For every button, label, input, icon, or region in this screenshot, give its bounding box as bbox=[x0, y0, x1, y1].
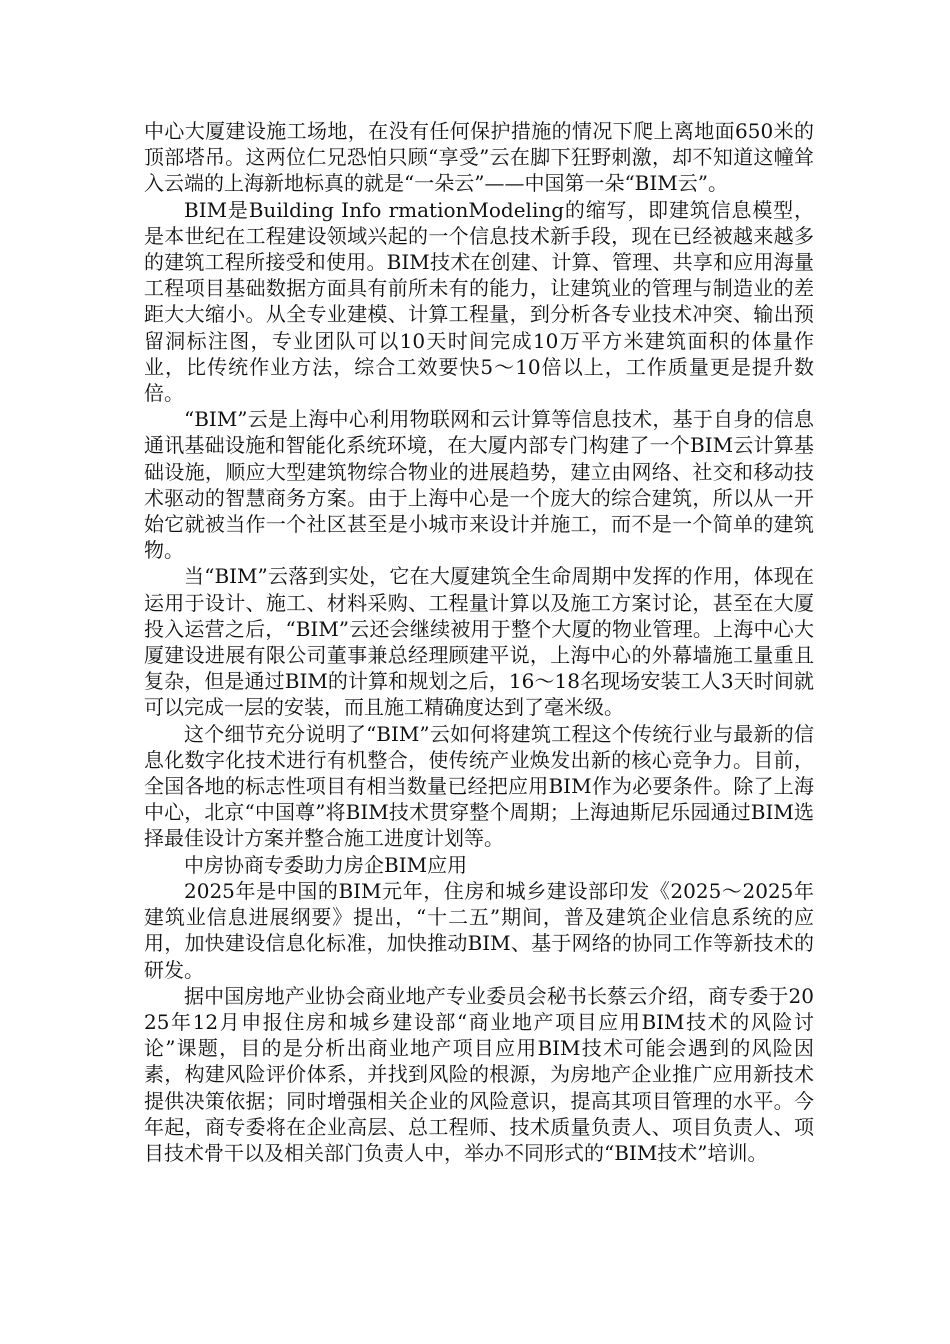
document-body bbox=[144, 118, 814, 1166]
paragraph-bim-year: 2025年是中国的BIM元年，住房和城乡建设部印发《2025～2025年建筑业信息进展纲要》提出，“十二五”期间，普及建筑企业信息系统的应用，加快建设信息化标准，加快推动BIM、基于网络的协同工作等新技术的研发。 bbox=[144, 878, 814, 982]
section-heading: 中房协商专委助力房企BIM应用 bbox=[184, 852, 468, 877]
paragraph-bim-cloud: “BIM”云是上海中心利用物联网和云计算等信息技术，基于自身的信息通讯基础设施和智能化系统环境，在大厦内部专门构建了一个BIM云计算基础设施，顺应大型建筑物综合物业的进展趋势，建立由网络、社交和移动技术驱动的智慧商务方案。由于上海中心是一个庞大的综合建筑，所以从一开始它就被当作一个社区甚至是小城市来设计并施工，而不是一个简单的建筑物。 bbox=[144, 407, 814, 563]
paragraph-bim-lifecycle: 当“BIM”云落到实处，它在大厦建筑全生命周期中发挥的作用，体现在运用于设计、施工、材料采购、工程量计算以及施工方案讨论，甚至在大厦投入运营之后，“BIM”云还会继续被用于整个大厦的物业管理。上海中心大厦建设进展有限公司董事兼总经理顾建平说，上海中心的外幕墙施工量重且复杂，但是通过BIM的计算和规划之后，16～18名现场安装工人3天时间就可以完成一层的安装，而且施工精确度达到了毫米级。 bbox=[144, 564, 814, 720]
paragraph-bim-definition: BIM是Building Info rmationModeling的缩写，即建筑信息模型，是本世纪在工程建设领域兴起的一个信息技术新手段，现在已经被越来越多的建筑工程所接受和使用。BIM技术在创建、计算、管理、共享和应用海量工程项目基础数据方面具有前所未有的能力，让建筑业的管理与制造业的差距大大缩小。从全专业建模、计算工程量，到分析各专业技术冲突、输出预留洞标注图，专业团队可以10天时间完成10万平方米建筑面积的体量作业，比传统作业方法，综合工效要快5～10倍以上，工作质量更是提升数倍。 bbox=[144, 197, 814, 406]
paragraph-industry-integration: 这个细节充分说明了“BIM”云如何将建筑工程这个传统行业与最新的信息化数字化技术进行有机整合，使传统产业焕发出新的核心竞争力。目前，全国各地的标志性项目有相当数量已经把应用BIM作为必要条件。除了上海中心，北京“中国尊”将BIM技术贯穿整个周期；上海迪斯尼乐园通过BIM选择最佳设计方案并整合施工进度计划等。 bbox=[144, 721, 814, 851]
paragraph-commercial-committee: 据中国房地产业协会商业地产专业委员会秘书长蔡云介绍，商专委于2025年12月申报住房和城乡建设部“商业地产项目应用BIM技术的风险讨论”课题，目的是分析出商业地产项目应用BIM技术可能会遇到的风险因素，构建风险评价体系，并找到风险的根源，为房地产企业推广应用新技术提供决策依据；同时增强相关企业的风险意识，提高其项目管理的水平。今年起，商专委将在企业高层、总工程师、技术质量负责人、项目负责人、项目技术骨干以及相关部门负责人中，举办不同形式的“BIM技术”培训。 bbox=[144, 983, 814, 1165]
paragraph-continued: 中心大厦建设施工场地，在没有任何保护措施的情况下爬上离地面650米的顶部塔吊。这两位仁兄恐怕只顾“享受”云在脚下狂野刺激，却不知道这幢耸入云端的上海新地标真的就是“一朵云”——中国第一朵“BIM云”。 bbox=[144, 119, 814, 196]
